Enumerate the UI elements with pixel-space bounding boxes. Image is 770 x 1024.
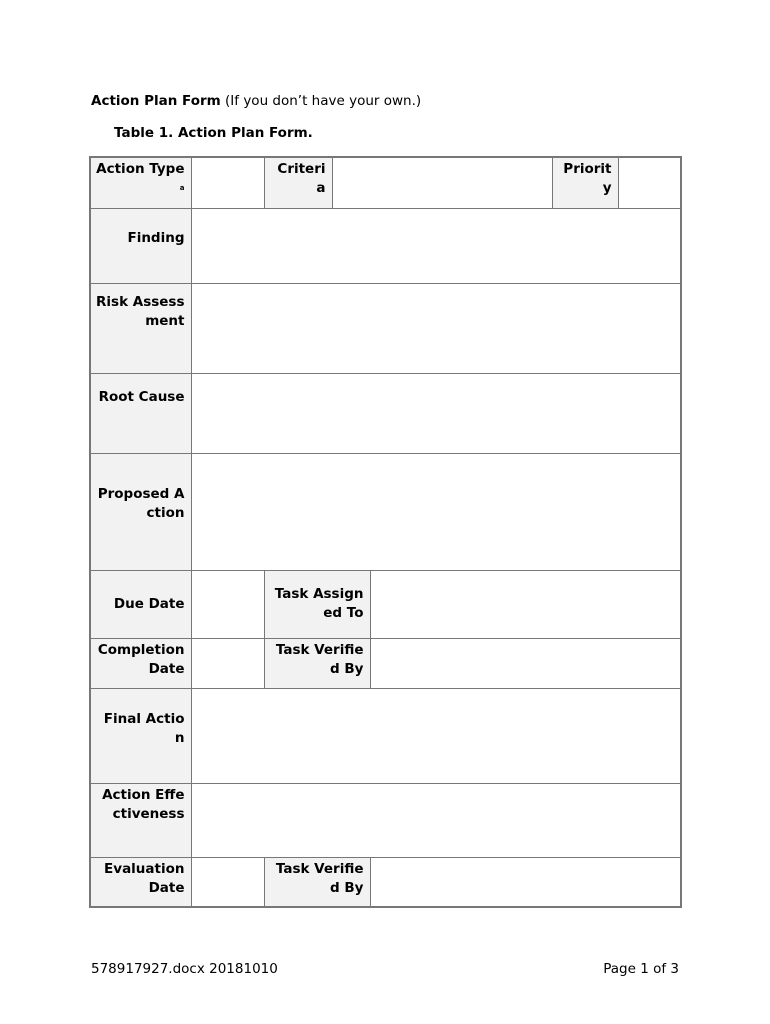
action-type-label: Action Type$^a$ <box>90 157 191 208</box>
finding-label: Finding <box>90 208 191 283</box>
due-date-field[interactable] <box>191 570 264 638</box>
action-effectiveness-field[interactable] <box>191 783 681 857</box>
root-cause-label: Root Cause <box>90 373 191 453</box>
evaluation-task-verified-by-field[interactable] <box>370 857 681 907</box>
action-type-field[interactable] <box>191 157 264 208</box>
form-heading-bold: Action Plan Form <box>91 93 221 109</box>
action-plan-table <box>89 156 682 908</box>
risk-assessment-label: Risk Assessment <box>90 283 191 373</box>
table-row <box>90 688 681 783</box>
completion-date-field[interactable] <box>191 638 264 688</box>
table-row <box>90 857 681 907</box>
criteria-label: Criteria <box>264 157 332 208</box>
evaluation-date-label: Evaluation Date <box>90 857 191 907</box>
table-row <box>90 373 681 453</box>
footer-page-number: Page 1 of 3 <box>603 961 679 977</box>
proposed-action-field[interactable] <box>191 453 681 570</box>
task-assigned-to-field[interactable] <box>370 570 681 638</box>
table-row <box>90 783 681 857</box>
table-row <box>90 283 681 373</box>
finding-field[interactable] <box>191 208 681 283</box>
task-verified-by-label: Task Verified By <box>264 638 370 688</box>
form-heading-note: (If you don’t have your own.) <box>220 93 422 109</box>
risk-assessment-field[interactable] <box>191 283 681 373</box>
table-caption: Table 1. Action Plan Form. <box>114 125 313 141</box>
form-heading <box>91 93 421 109</box>
priority-field[interactable] <box>618 157 681 208</box>
due-date-label: Due Date <box>90 570 191 638</box>
footer-doc-id: 578917927.docx 20181010 <box>91 961 278 977</box>
evaluation-date-field[interactable] <box>191 857 264 907</box>
completion-date-label: Completion Date <box>90 638 191 688</box>
priority-label: Priority <box>552 157 618 208</box>
task-assigned-to-label: Task Assigned To <box>264 570 370 638</box>
evaluation-task-verified-by-label: Task Verified By <box>264 857 370 907</box>
root-cause-field[interactable] <box>191 373 681 453</box>
table-row <box>90 453 681 570</box>
proposed-action-label: Proposed Action <box>90 453 191 570</box>
criteria-field[interactable] <box>332 157 552 208</box>
final-action-field[interactable] <box>191 688 681 783</box>
action-effectiveness-label: Action Effectiveness <box>90 783 191 857</box>
final-action-label: Final Action <box>90 688 191 783</box>
task-verified-by-field[interactable] <box>370 638 681 688</box>
table-row <box>90 157 681 208</box>
table-row <box>90 638 681 688</box>
table-row <box>90 570 681 638</box>
table-row <box>90 208 681 283</box>
